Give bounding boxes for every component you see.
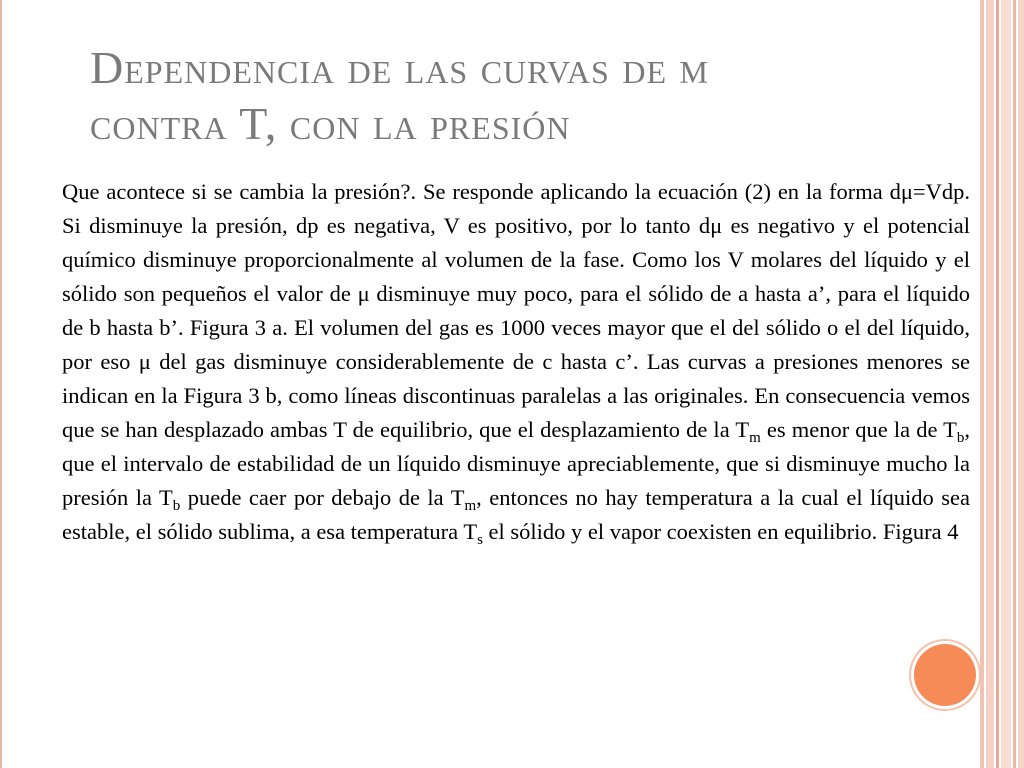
decorative-stripe bbox=[1018, 0, 1024, 768]
subscript: s bbox=[477, 532, 483, 548]
decorative-stripe bbox=[980, 0, 984, 768]
title-line-2: contra T, con la presión bbox=[90, 98, 571, 149]
slide-body-text bbox=[62, 175, 970, 549]
body-segment: puede caer por debajo de la T bbox=[180, 485, 465, 510]
body-segment: es menor que la de T bbox=[760, 417, 957, 442]
subscript: b bbox=[956, 430, 965, 446]
decorative-stripe bbox=[986, 0, 994, 768]
body-segment: el sólido y el vapor coexisten en equilibrio. Figura 4 bbox=[482, 519, 959, 544]
body-segment: Que acontece si se cambia la presión?. Se responde aplicando la ecuación (2) en la forma dμ=Vdp. Si disminuye la presión, dp es negativa, V es positivo, por lo tanto dμ es negativo y el potencial químico disminuye proporcionalmente al volumen de la fase. Como los V molares del líquido y el sólido son pequeños el valor de μ disminuye muy poco, para el sólido de a hasta a’, para el líquido de b hasta b’. Figura 3 a. El volumen del gas es 1000 veces mayor que el del sólido o el del líquido, por eso μ del gas disminuye considerablemente de c hasta c’. Las curvas a presiones menores se indican en la Figura 3 b, como líneas discontinuas paralelas a las originales. En consecuencia vemos que se han desplazado ambas T de equilibrio, que el desplazamiento de la T bbox=[62, 179, 970, 442]
decorative-circle bbox=[914, 644, 976, 706]
decorative-stripe bbox=[996, 0, 999, 768]
title-line-1: Dependencia de las curvas de μ bbox=[90, 42, 709, 93]
body-segment: , que el intervalo de estabilidad de un líquido disminuye apreciablemente, que si disminuye mucho la presión la T bbox=[62, 417, 970, 510]
subscript: m bbox=[749, 430, 761, 446]
subscript: m bbox=[464, 498, 477, 514]
subscript: b bbox=[172, 498, 181, 514]
slide-title bbox=[90, 40, 950, 152]
decorative-stripe bbox=[1013, 0, 1016, 768]
decorative-stripe bbox=[1001, 0, 1011, 768]
body-segment: , entonces no hay temperatura a la cual el líquido sea estable, el sólido sublima, a esa temperatura T bbox=[62, 485, 970, 544]
